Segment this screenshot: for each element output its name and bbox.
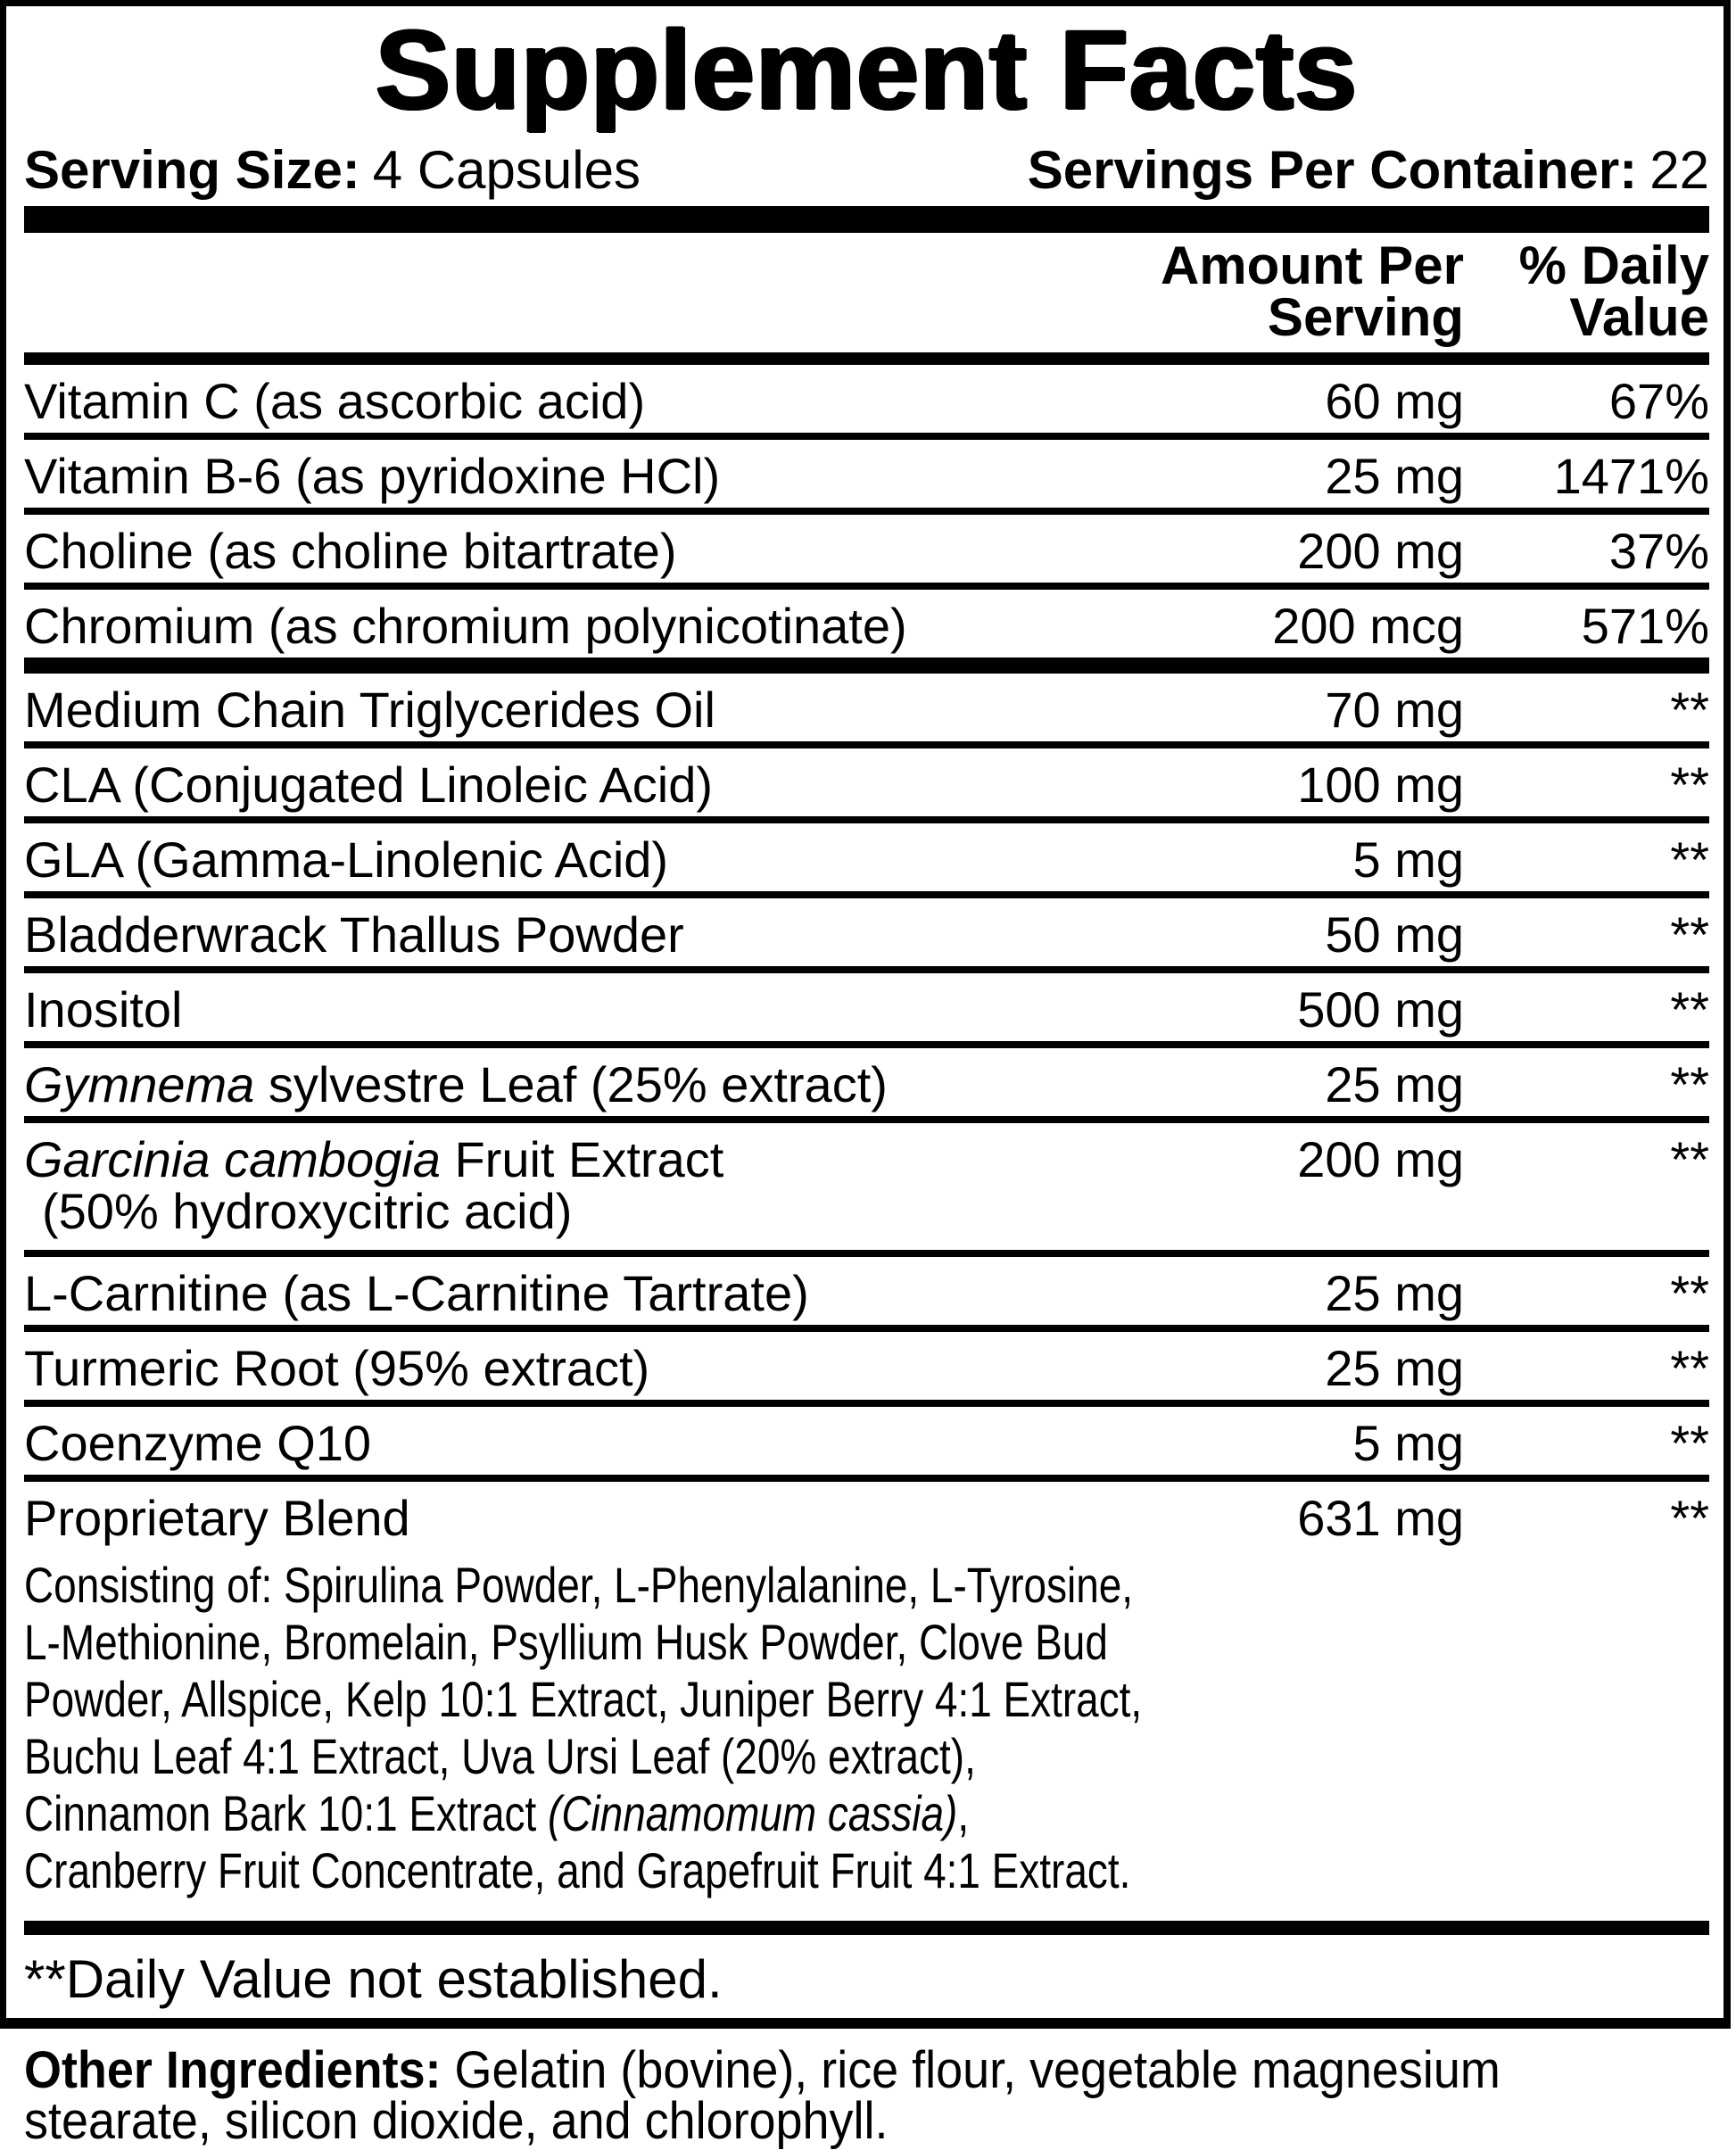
ingredient-amount: 25 mg — [1325, 1340, 1464, 1396]
ingredient-daily-value: ** — [1670, 1056, 1709, 1112]
thick-divider-bar — [24, 206, 1709, 233]
ingredient-name: Garcinia cambogia Fruit Extract (50% hydroxycitric acid) — [24, 1134, 1161, 1237]
ingredient-amount: 200 mg — [1297, 1131, 1464, 1187]
ingredient-amount: 5 mg — [1352, 1415, 1464, 1471]
table-row-l-carnitine — [24, 1257, 1709, 1332]
ingredient-amount: 500 mg — [1297, 981, 1464, 1038]
table-row-coenzyme-q10 — [24, 1407, 1709, 1482]
ingredient-amount: 25 mg — [1325, 1265, 1464, 1321]
ingredient-name: Medium Chain Triglycerides Oil — [24, 682, 715, 738]
daily-value-footnote: **Daily Value not established. — [24, 1949, 723, 2009]
footnote-divider — [24, 1921, 1709, 1935]
table-row-bladderwrack — [24, 898, 1709, 973]
column-header-daily-value: % Daily Value — [1518, 236, 1709, 347]
table-row-turmeric — [24, 1332, 1709, 1407]
ingredient-name: Vitamin C (as ascorbic acid) — [24, 373, 646, 429]
proprietary-blend-description: Consisting of: Spirulina Powder, L-Phenylalanine, L-Tyrosine, L-Methionine, Bromelain, Psyllium Husk Powder, Clove Bud Powder, Allspice, Kelp 10:1 Extract, Juniper Berry 4:1 Extract, Buchu Leaf 4:1 Extract, Uva Ursi Leaf (20% extract), Cinnamon Bark 10:1 Extract (Cinnamomum cassia), Cranberry Fruit Concentrate, and Grapefruit Fruit 4:1 Extract. — [24, 1557, 1143, 1898]
ingredient-daily-value: ** — [1670, 682, 1709, 738]
ingredient-amount: 200 mg — [1297, 523, 1464, 579]
ingredient-name: GLA (Gamma-Linolenic Acid) — [24, 831, 669, 888]
ingredient-name: Vitamin B-6 (as pyridoxine HCl) — [24, 448, 721, 504]
ingredient-daily-value: ** — [1670, 1490, 1709, 1546]
table-row-mct-oil — [24, 674, 1709, 748]
ingredient-name: CLA (Conjugated Linoleic Acid) — [24, 757, 714, 813]
panel-title: Supplement Facts — [375, 7, 1359, 133]
ingredient-amount: 60 mg — [1325, 373, 1464, 429]
ingredient-name: Turmeric Root (95% extract) — [24, 1340, 650, 1396]
ingredient-name: Proprietary Blend — [24, 1490, 410, 1546]
table-row-gla — [24, 823, 1709, 898]
servings-per-container-label: Servings Per Container: — [1027, 140, 1638, 200]
table-row-chromium — [24, 590, 1709, 674]
column-header-row — [24, 233, 1709, 365]
ingredient-name: Coenzyme Q10 — [24, 1415, 372, 1471]
ingredient-daily-value: 37% — [1608, 523, 1709, 579]
ingredient-daily-value: ** — [1670, 981, 1709, 1038]
table-row-proprietary-blend — [24, 1482, 1709, 1921]
table-row-garcinia — [24, 1123, 1709, 1257]
ingredient-name: L-Carnitine (as L-Carnitine Tartrate) — [24, 1265, 809, 1321]
servings-per-container-value: 22 — [1649, 140, 1709, 200]
ingredient-name: Choline (as choline bitartrate) — [24, 523, 677, 579]
other-ingredients: Other Ingredients: Gelatin (bovine), rice flour, vegetable magnesium stearate, silicon dioxide, and chlorophyll. — [24, 2041, 1500, 2150]
servings-per-container — [1027, 140, 1709, 200]
ingredient-amount: 50 mg — [1325, 906, 1464, 963]
serving-size-label: Serving Size: — [24, 140, 360, 200]
ingredient-name-line2: (50% hydroxycitric acid) — [42, 1183, 573, 1239]
ingredient-daily-value: ** — [1670, 906, 1709, 963]
ingredient-name: Bladderwrack Thallus Powder — [24, 906, 684, 963]
ingredient-amount: 70 mg — [1325, 682, 1464, 738]
ingredient-daily-value: ** — [1670, 1265, 1709, 1321]
ingredient-amount: 100 mg — [1297, 757, 1464, 813]
ingredient-amount: 25 mg — [1325, 1056, 1464, 1112]
ingredient-daily-value: ** — [1670, 831, 1709, 888]
serving-info-row — [24, 140, 1709, 200]
column-header-amount: Amount Per Serving — [1160, 236, 1464, 347]
ingredient-name: Chromium (as chromium polynicotinate) — [24, 598, 907, 654]
table-row-inositol — [24, 973, 1709, 1048]
ingredient-daily-value: 1471% — [1553, 448, 1709, 504]
table-row-vitamin-c — [24, 365, 1709, 440]
ingredient-amount: 200 mcg — [1272, 598, 1464, 654]
ingredient-amount: 25 mg — [1325, 448, 1464, 504]
table-row-choline — [24, 515, 1709, 590]
ingredient-amount: 5 mg — [1352, 831, 1464, 888]
ingredient-daily-value: ** — [1670, 1340, 1709, 1396]
ingredient-name: Gymnema sylvestre Leaf (25% extract) — [24, 1056, 888, 1112]
ingredient-daily-value: 571% — [1581, 598, 1709, 654]
ingredient-daily-value: ** — [1670, 1131, 1709, 1187]
ingredient-daily-value: ** — [1670, 757, 1709, 813]
ingredient-name: Inositol — [24, 981, 183, 1038]
table-row-cla — [24, 748, 1709, 823]
other-ingredients-label: Other Ingredients: — [24, 2041, 442, 2099]
serving-size — [24, 140, 641, 200]
ingredient-daily-value: ** — [1670, 1415, 1709, 1471]
serving-size-value: 4 Capsules — [372, 140, 641, 200]
ingredient-daily-value: 67% — [1608, 373, 1709, 429]
table-row-gymnema — [24, 1048, 1709, 1123]
ingredient-amount: 631 mg — [1297, 1490, 1464, 1546]
table-row-vitamin-b6 — [24, 440, 1709, 515]
